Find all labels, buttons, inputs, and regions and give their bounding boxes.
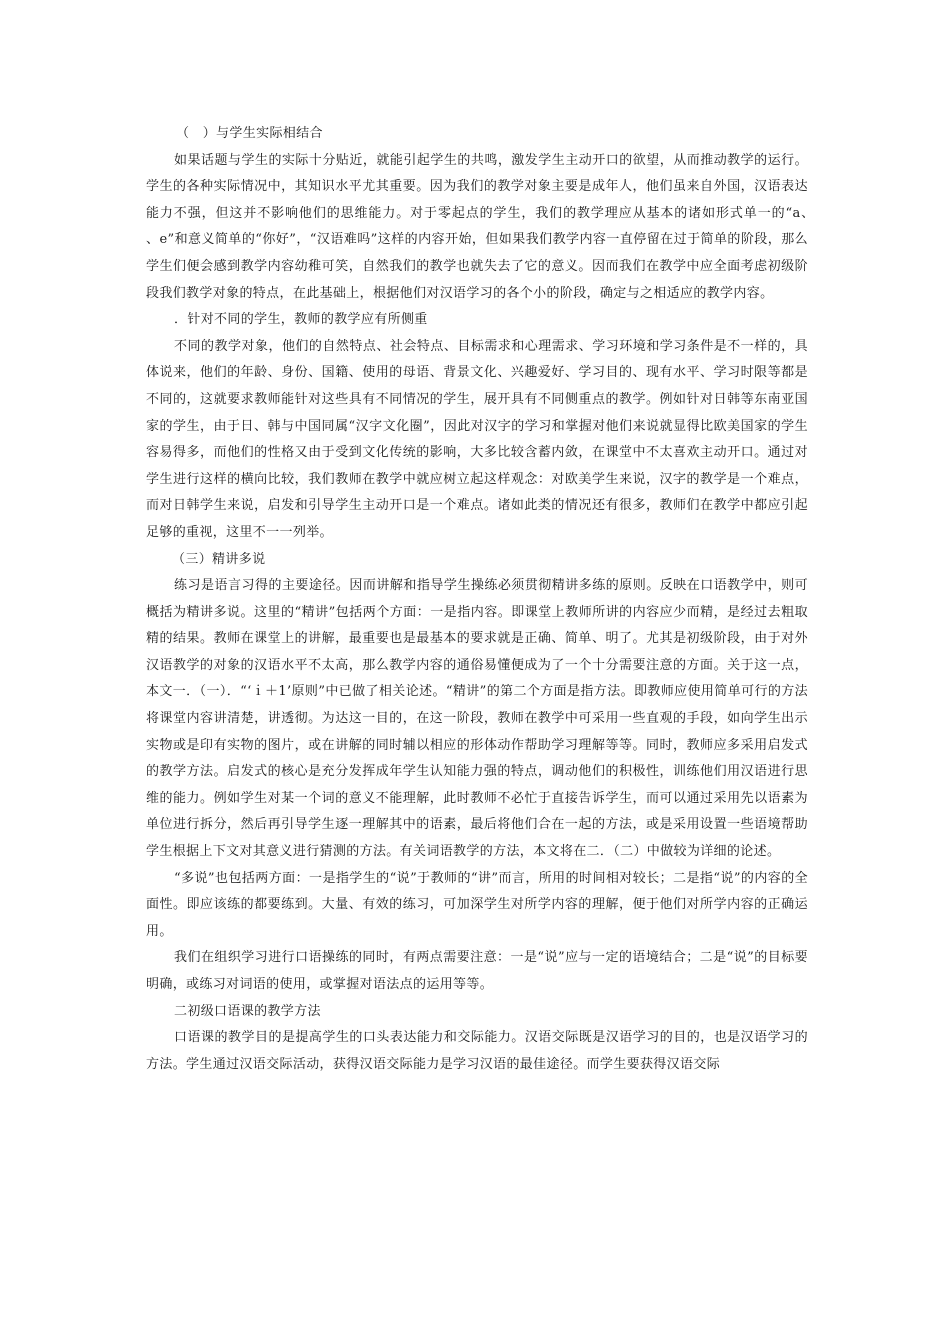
section-heading-real-life: （ ）与学生实际相结合 <box>176 126 323 141</box>
paragraph-more-speaking: “多说”也包括两方面：一是指学生的“说”于教师的“讲”而言，所用的时间相对较长；二是指“说”的内容的全面性。即应该练的都要练到。大量、有效的练习，可加深学生对所学内容的理解，便于他们对所学内容的正确运用。 <box>146 870 808 939</box>
paragraph-topic-relevance: 如果话题与学生的实际十分贴近，就能引起学生的共鸣，激发学生主动开口的欲望，从而推动教学的运行。学生的各种实际情况中，其知识水平尤其重要。因为我们的教学对象主要是成年人，他们虽来自外国，汉语表达能力不强，但这并不影响他们的思维能力。对于零起点的学生，我们的教学理应从基本的诸如形式单一的“a、 、e”和意义简单的“你好”，“汉语难吗”这样的内容开始，但如果我们教学内容一直停留在过于简单的阶段，那么学生们便会感到教学内容幼稚可笑，自然我们的教学也就失去了它的意义。因而我们在教学中应全面考虑初级阶段我们教学对象的特点，在此基础上，根据他们对汉语学习的各个小的阶段，确定与之相适应的教学内容。 <box>146 152 822 301</box>
section-heading-different-students: ．针对不同的学生，教师的教学应有所侧重 <box>174 312 428 328</box>
document-body <box>146 121 822 1078</box>
paragraph-practice-notes: 我们在组织学习进行口语操练的同时，有两点需要注意：一是“说”应与一定的语境结合；二是“说”的目标要明确，或练习对词语的使用，或掌握对语法点的运用等等。 <box>146 950 808 992</box>
section-heading-concise-explanation: （三）精讲多说 <box>172 551 266 567</box>
paragraph-teaching-goals: 口语课的教学目的是提高学生的口头表达能力和交际能力。汉语交际既是汉语学习的目的，也是汉语学习的方法。学生通过汉语交际活动，获得汉语交际能力是学习汉语的最佳途径。而学生要获得汉语交际 <box>146 1030 808 1072</box>
paragraph-student-differences: 不同的教学对象，他们的自然特点、社会特点、目标需求和心理需求、学习环境和学习条件是不一样的，具体说来，他们的年龄、身份、国籍、使用的母语、背景文化、兴趣爱好、学习目的、现有水平、学习时限等都是不同的，这就要求教师能针对这些具有不同情况的学生，展开具有不同侧重点的教学。例如针对日韩等东南亚国家的学生，由于日、韩与中国同属“汉字文化圈”，因此对汉字的学习和掌握对他们来说就显得比欧美国家的学生容易得多，而他们的性格又由于受到文化传统的影响，大多比较含蓄内敛，在课堂中不太喜欢主动开口。通过对学生进行这样的横向比较，我们教师在教学中就应树立起这样观念：对欧美学生来说，汉字的教学是一个难点，而对日韩学生来说，启发和引导学生主动开口是一个难点。诸如此类的情况还有很多，教师们在教学中都应引起足够的重视，这里不一一列举。 <box>146 338 808 540</box>
section-heading-teaching-methods: 二初级口语课的教学方法 <box>174 1003 321 1019</box>
paragraph-concise-explanation: 练习是语言习得的主要途径。因而讲解和指导学生操练必须贯彻精讲多练的原则。反映在口语教学中，则可概括为精讲多说。这里的“精讲”包括两个方面：一是指内容。即课堂上教师所讲的内容应少而精，是经过去粗取精的结果。教师在课堂上的讲解，最重要也是最基本的要求就是正确、简单、明了。尤其是初级阶段，由于对外汉语教学的对象的汉语水平不太高，那么教学内容的通俗易懂便成为了一个十分需要注意的方面。关于这一点，本文一．（一）．“‘ｉ＋1’原则”中已做了相关论述。“精讲”的第二个方面是指方法。即教师应使用简单可行的方法将课堂内容讲清楚，讲透彻。为达这一目的，在这一阶段，教师在教学中可采用一些直观的手段，如向学生出示实物或是印有实物的图片，或在讲解的同时辅以相应的形体动作帮助学习理解等等。同时，教师应多采用启发式的教学方法。启发式的核心是充分发挥成年学生认知能力强的特点，调动他们的积极性，训练他们用汉语进行思维的能力。例如学生对某一个词的意义不能理解，此时教师不必忙于直接告诉学生，而可以通过采用先以语素为单位进行拆分，然后再引导学生逐一理解其中的语素，最后将他们合在一起的方法，或是采用设置一些语境帮助学生根据上下文对其意义进行猜测的方法。有关词语教学的方法，本文将在二．（二）中做较为详细的论述。 <box>146 578 808 860</box>
